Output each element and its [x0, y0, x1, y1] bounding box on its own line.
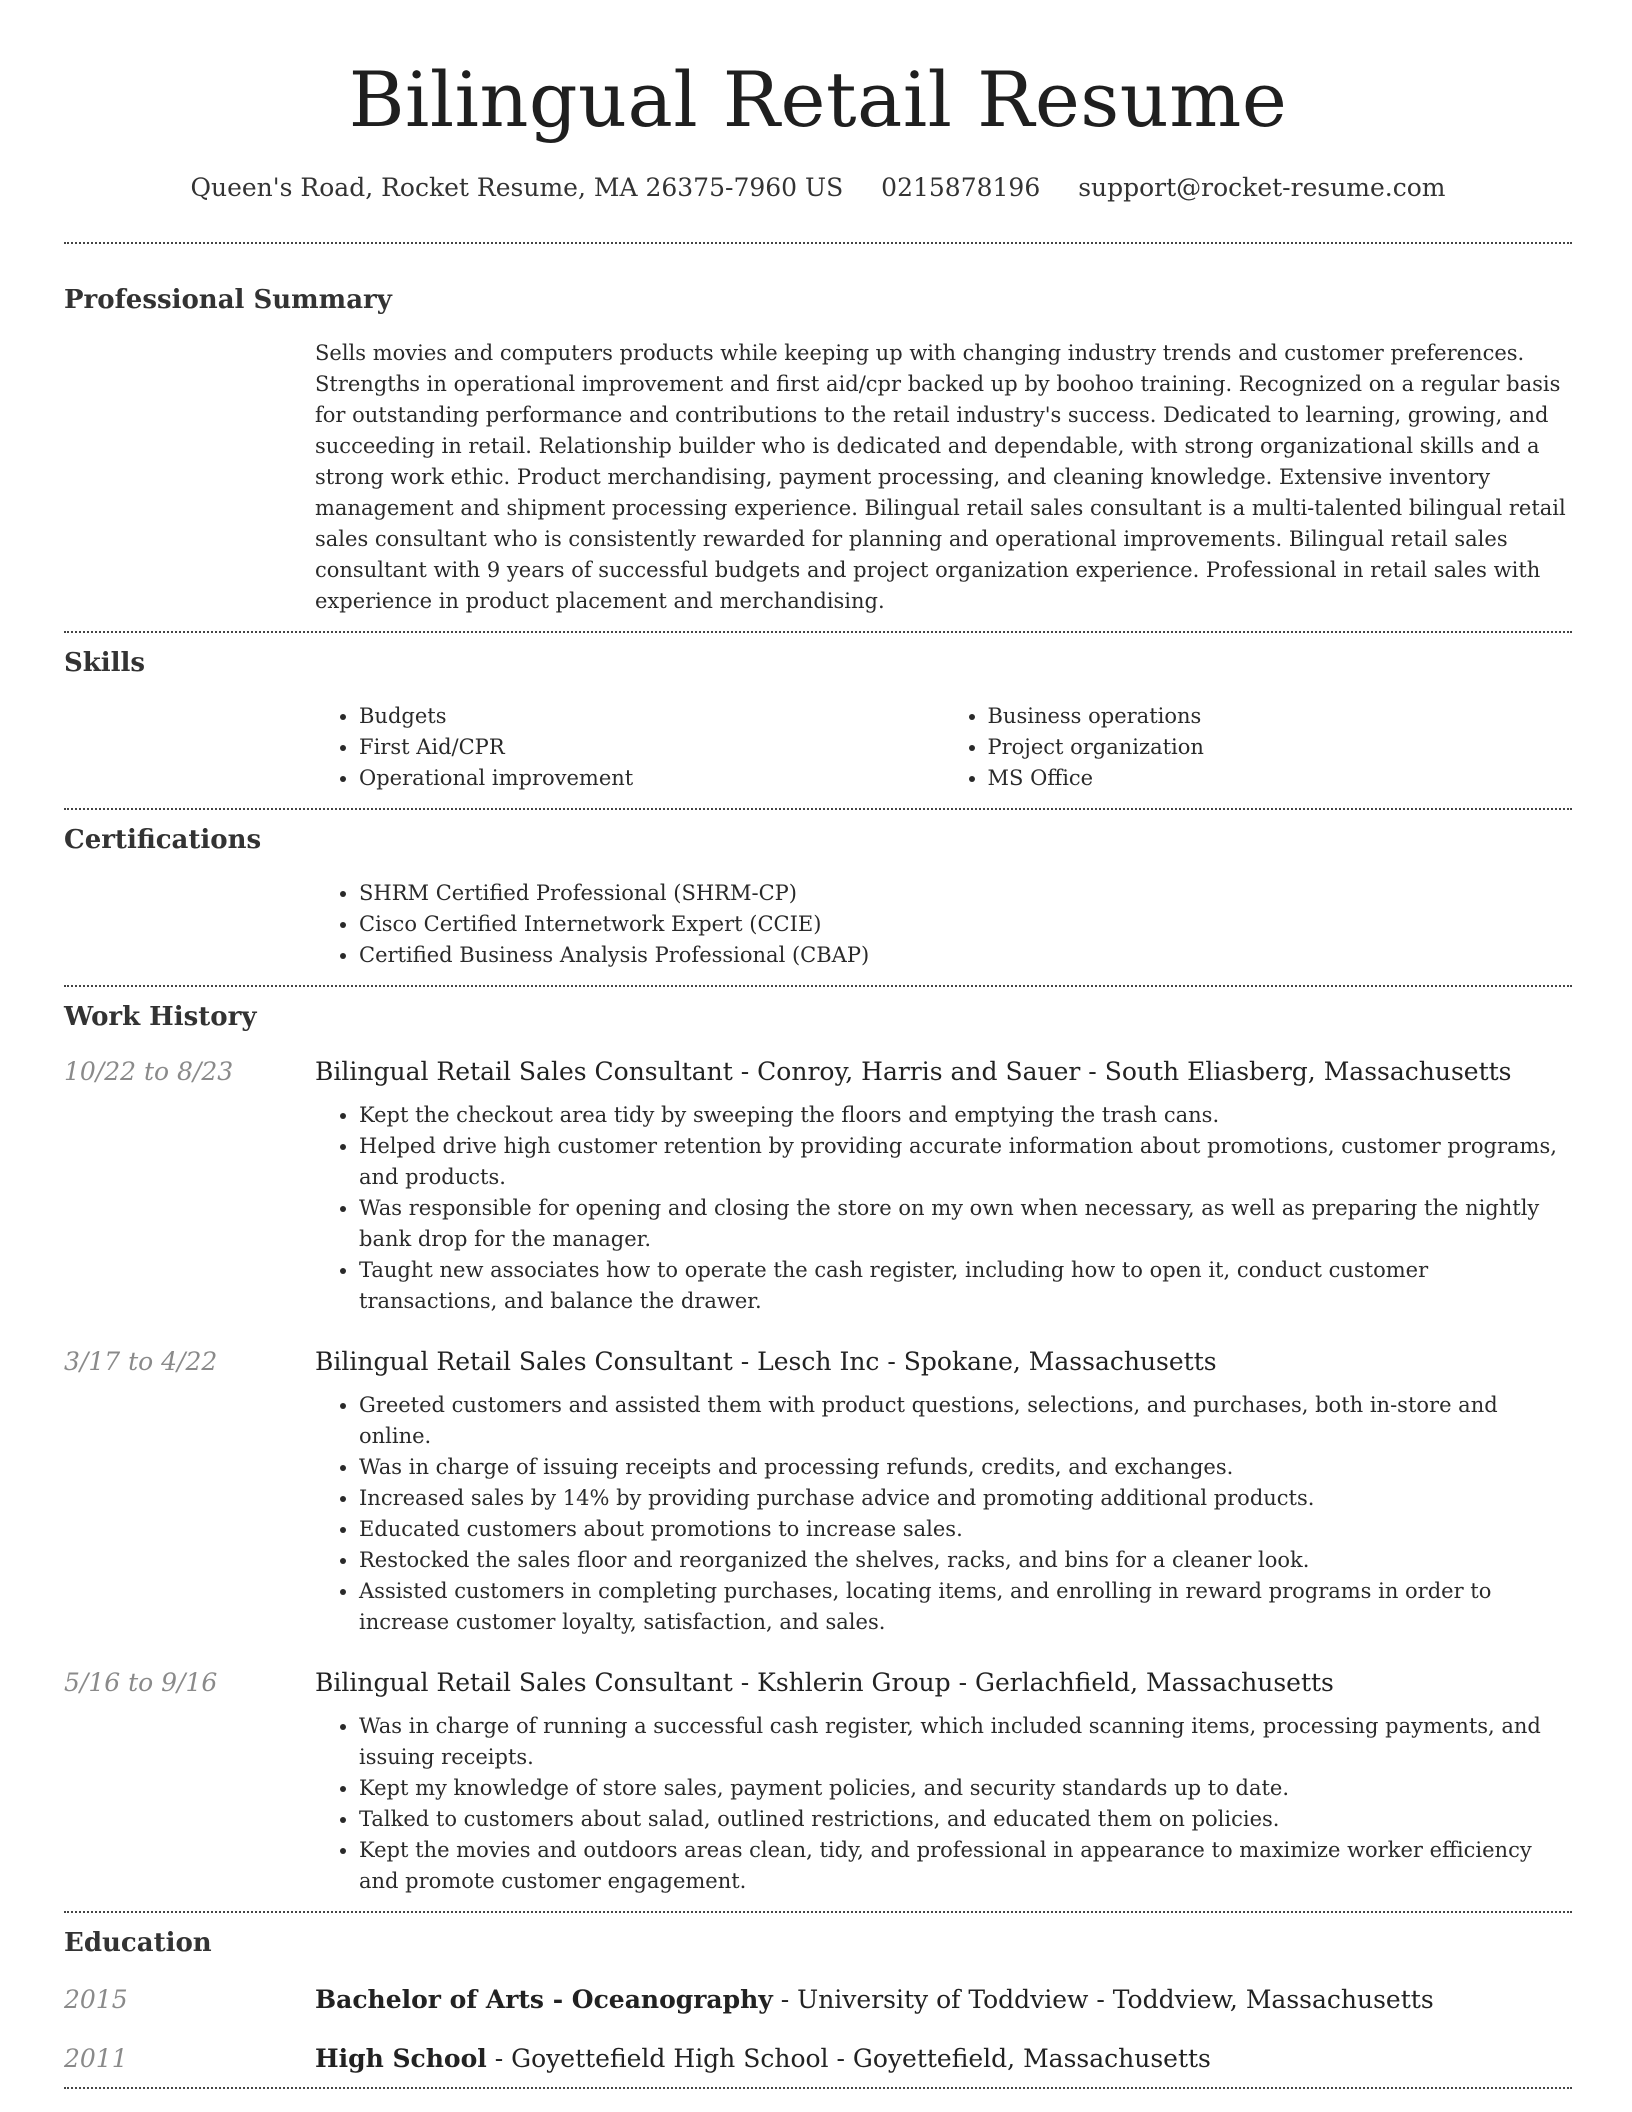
education-degree: Bachelor of Arts - Oceanography — [315, 1985, 773, 2014]
job-dates: 10/22 to 8/23 — [64, 1057, 234, 1086]
job-bullets — [315, 1711, 1572, 1897]
resume-title: Bilingual Retail Resume — [348, 55, 1288, 144]
education-institution: - University of Toddview - Toddview, Massachusetts — [772, 1985, 1434, 2014]
skills-column-left — [315, 701, 944, 794]
section-heading-summary: Professional Summary — [64, 285, 392, 315]
job-bullet: • Kept my knowledge of store sales, payment policies, and security standards up to date. — [359, 1773, 1572, 1804]
job-bullet: • Assisted customers in completing purchases, locating items, and enrolling in reward programs in order to increase customer loyalty, satisfaction, and sales. — [359, 1576, 1572, 1638]
certification-item: • Cisco Certified Internetwork Expert (CCIE) — [359, 909, 1572, 940]
education-year: 2011 — [64, 2044, 128, 2073]
divider — [64, 808, 1572, 810]
divider — [64, 631, 1572, 633]
job-bullet: • Restocked the sales floor and reorganized the shelves, racks, and bins for a cleaner look. — [359, 1545, 1572, 1576]
section-heading-work: Work History — [64, 1002, 257, 1032]
section-heading-skills: Skills — [64, 648, 146, 678]
skill-item: • Project organization — [988, 732, 1573, 763]
job-bullets — [315, 1390, 1572, 1638]
education-list — [64, 1985, 1572, 2073]
skill-item: • Business operations — [988, 701, 1573, 732]
education-title — [315, 2044, 1211, 2073]
phone: 0215878196 — [881, 173, 1041, 202]
email: support@rocket-resume.com — [1078, 173, 1446, 202]
skill-item: • Budgets — [359, 701, 944, 732]
skill-item: • First Aid/CPR — [359, 732, 944, 763]
education-entry — [64, 2044, 1572, 2073]
job-entry — [64, 1668, 1572, 1897]
divider — [64, 1911, 1572, 1913]
job-bullet: • Talked to customers about salad, outlined restrictions, and educated them on policies. — [359, 1804, 1572, 1835]
education-degree: High School — [315, 2044, 487, 2073]
job-title: Bilingual Retail Sales Consultant - Kshlerin Group - Gerlachfield, Massachusetts — [315, 1668, 1334, 1697]
skills-list — [315, 701, 1572, 794]
job-bullet: • Increased sales by 14% by providing purchase advice and promoting additional products. — [359, 1483, 1572, 1514]
job-bullet: • Educated customers about promotions to increase sales. — [359, 1514, 1572, 1545]
job-bullet: • Greeted customers and assisted them with product questions, selections, and purchases, both in-store and online. — [359, 1390, 1572, 1452]
certification-item: • SHRM Certified Professional (SHRM-CP) — [359, 878, 1572, 909]
education-institution: - Goyettefield High School - Goyettefield, Massachusetts — [486, 2044, 1211, 2073]
education-entry — [64, 1985, 1572, 2014]
job-entry — [64, 1057, 1572, 1317]
education-title — [315, 1985, 1434, 2014]
skill-item: • MS Office — [988, 763, 1573, 794]
divider — [64, 985, 1572, 987]
work-history — [64, 1057, 1572, 1897]
skill-item: • Operational improvement — [359, 763, 944, 794]
job-bullet: • Was responsible for opening and closing the store on my own when necessary, as well as preparing the nightly bank drop for the manager. — [359, 1193, 1572, 1255]
certification-item: • Certified Business Analysis Professional (CBAP) — [359, 940, 1572, 971]
section-heading-certifications: Certifications — [64, 825, 262, 855]
divider — [64, 242, 1572, 244]
address: Queen's Road, Rocket Resume, MA 26375-7960 US — [190, 173, 844, 202]
job-title: Bilingual Retail Sales Consultant - Lesch Inc - Spokane, Massachusetts — [315, 1347, 1217, 1376]
job-dates: 5/16 to 9/16 — [64, 1668, 218, 1697]
certifications-list — [315, 878, 1572, 971]
education-year: 2015 — [64, 1985, 128, 2014]
job-dates: 3/17 to 4/22 — [64, 1347, 218, 1376]
job-bullet: • Was in charge of issuing receipts and processing refunds, credits, and exchanges. — [359, 1452, 1572, 1483]
job-bullet: • Was in charge of running a successful cash register, which included scanning items, processing payments, and issuing receipts. — [359, 1711, 1572, 1773]
summary-text: Sells movies and computers products while keeping up with changing industry trends and customer preferences. Strengths in operational improvement and first aid/cpr backed up by boohoo training. Recognized on a regular basis for outstanding performance and contributions to the retail industry's success. Dedicated to learning, growing, and succeeding in retail. Relationship builder who is dedicated and dependable, with strong organizational skills and a strong work ethic. Product merchandising, payment processing, and cleaning knowledge. Extensive inventory management and shipment processing experience. Bilingual retail sales consultant is a multi-talented bilingual retail sales consultant who is consistently rewarded for planning and operational improvements. Bilingual retail sales consultant with 9 years of successful budgets and project organization experience. Professional in retail sales with experience in product placement and merchandising. — [315, 341, 1566, 613]
contact-line — [64, 172, 1572, 204]
job-bullet: • Helped drive high customer retention by providing accurate information about promotions, customer programs, and products. — [359, 1131, 1572, 1193]
section-heading-education: Education — [64, 1928, 212, 1958]
job-bullet: • Kept the movies and outdoors areas clean, tidy, and professional in appearance to maximize worker efficiency and promote customer engagement. — [359, 1835, 1572, 1897]
resume-page — [64, 0, 1572, 2089]
skills-column-right — [944, 701, 1573, 794]
job-bullet: • Taught new associates how to operate the cash register, including how to open it, conduct customer transactions, and balance the drawer. — [359, 1255, 1572, 1317]
job-bullets — [315, 1100, 1572, 1317]
job-entry — [64, 1347, 1572, 1638]
job-title: Bilingual Retail Sales Consultant - Conroy, Harris and Sauer - South Eliasberg, Massachusetts — [315, 1057, 1512, 1086]
divider — [64, 2087, 1572, 2089]
job-bullet: • Kept the checkout area tidy by sweeping the floors and emptying the trash cans. — [359, 1100, 1572, 1131]
